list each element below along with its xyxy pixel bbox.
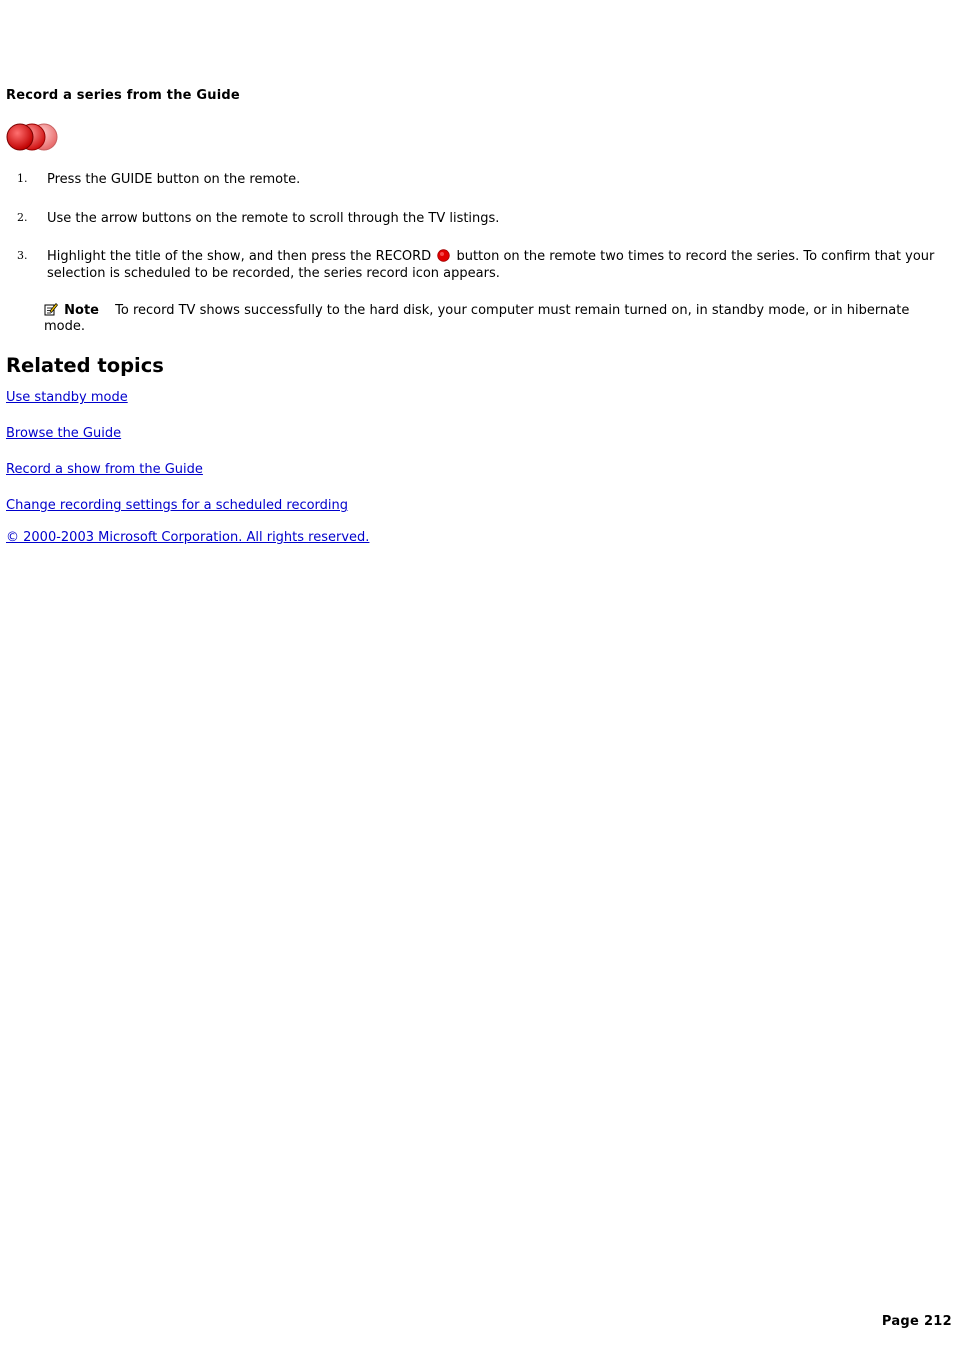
related-topics-heading: Related topics — [6, 354, 164, 377]
step-number: 2. — [17, 211, 28, 224]
note-icon — [44, 302, 58, 316]
step-text: Press the GUIDE button on the remote. — [47, 172, 301, 187]
page-title: Record a series from the Guide — [6, 88, 240, 103]
note-label: Note — [64, 303, 99, 318]
link-change-recording-settings[interactable]: Change recording settings for a scheduled recording — [6, 498, 349, 513]
step-text — [47, 248, 947, 282]
step-number: 3. — [17, 249, 28, 262]
copyright-link[interactable]: © 2000-2003 Microsoft Corporation. All rights reserved. — [6, 530, 370, 545]
note-text: To record TV shows successfully to the hard disk, your computer must remain turned on, in standby mode, or in hibernate mode. — [44, 303, 910, 334]
note-block — [44, 302, 924, 335]
step-number: 1. — [17, 172, 28, 185]
link-use-standby-mode[interactable]: Use standby mode — [6, 390, 128, 405]
page-number: Page 212 — [881, 1314, 952, 1329]
link-browse-the-guide[interactable]: Browse the Guide — [6, 426, 122, 441]
step-text-before: Highlight the title of the show, and then press the RECORD — [47, 249, 432, 264]
record-button-icon — [437, 249, 450, 262]
step-text: Use the arrow buttons on the remote to scroll through the TV listings. — [47, 211, 500, 226]
series-record-icon — [6, 122, 60, 152]
link-record-a-show[interactable]: Record a show from the Guide — [6, 462, 203, 477]
step-text-after: button on the remote two times to record the series. To confirm that your selection is scheduled to be recorded, the series record icon appears. — [47, 249, 935, 281]
